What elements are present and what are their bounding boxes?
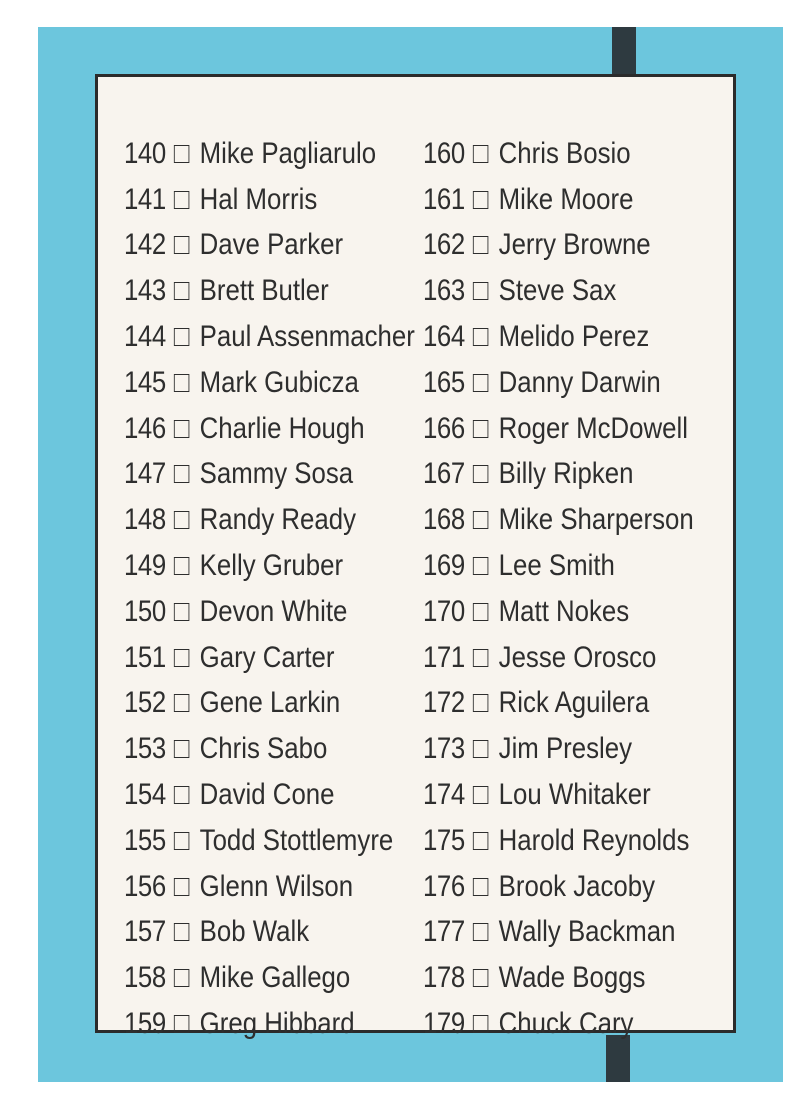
checklist-item — [124, 864, 415, 910]
checkbox-icon[interactable] — [473, 374, 488, 392]
card-number: 152 — [124, 686, 166, 720]
player-name: Harold Reynolds — [498, 823, 690, 857]
checklist-item — [423, 131, 694, 177]
card-number: 164 — [423, 320, 465, 354]
checkbox-icon[interactable] — [473, 236, 488, 254]
player-name: Mike Sharperson — [498, 503, 694, 537]
top-stripe — [612, 27, 636, 77]
player-name: Chuck Cary — [498, 1007, 634, 1041]
checkbox-icon[interactable] — [174, 923, 189, 941]
card-number: 170 — [423, 594, 465, 628]
card-number: 159 — [124, 1007, 166, 1041]
checkbox-icon[interactable] — [174, 969, 189, 987]
checklist-item — [423, 955, 694, 1001]
player-name: Glenn Wilson — [199, 869, 354, 903]
player-name: Chris Sabo — [199, 732, 328, 766]
checkbox-icon[interactable] — [473, 923, 488, 941]
checklist-item — [423, 910, 694, 956]
checkbox-icon[interactable] — [473, 191, 488, 209]
player-name: Melido Perez — [498, 320, 650, 354]
player-name: Randy Ready — [199, 503, 357, 537]
player-name: Gene Larkin — [199, 686, 341, 720]
checkbox-icon[interactable] — [174, 694, 189, 712]
checklist-item — [423, 452, 694, 498]
checklist-item — [423, 314, 694, 360]
checkbox-icon[interactable] — [473, 511, 488, 529]
checkbox-icon[interactable] — [174, 557, 189, 575]
checklist-item — [124, 360, 415, 406]
card-number: 175 — [423, 823, 465, 857]
checklist-item — [124, 223, 415, 269]
card-number: 146 — [124, 411, 166, 445]
checklist-item — [423, 177, 694, 223]
card-number: 171 — [423, 640, 465, 674]
card-number: 166 — [423, 411, 465, 445]
card-number: 144 — [124, 320, 166, 354]
checkbox-icon[interactable] — [174, 740, 189, 758]
card-number: 143 — [124, 274, 166, 308]
card-number: 149 — [124, 549, 166, 583]
checklist-item — [124, 131, 415, 177]
card-number: 161 — [423, 182, 465, 216]
checkbox-icon[interactable] — [473, 832, 488, 850]
checkbox-icon[interactable] — [473, 969, 488, 987]
checklist-column-right — [423, 131, 738, 1047]
checklist-item — [124, 955, 415, 1001]
checkbox-icon[interactable] — [174, 465, 189, 483]
player-name: Charlie Hough — [199, 411, 365, 445]
player-name: Mike Moore — [498, 182, 634, 216]
player-name: Roger McDowell — [498, 411, 688, 445]
checkbox-icon[interactable] — [473, 740, 488, 758]
checklist-card — [38, 27, 783, 1082]
checkbox-icon[interactable] — [174, 374, 189, 392]
checklist-item — [423, 223, 694, 269]
checklist-panel — [95, 74, 736, 1041]
player-name: Jesse Orosco — [498, 640, 657, 674]
checklist-item — [423, 589, 694, 635]
checklist-item — [423, 268, 694, 314]
card-number: 167 — [423, 457, 465, 491]
card-number: 176 — [423, 869, 465, 903]
checkbox-icon[interactable] — [174, 420, 189, 438]
card-number: 148 — [124, 503, 166, 537]
checkbox-icon[interactable] — [473, 1015, 488, 1033]
checkbox-icon[interactable] — [473, 649, 488, 667]
checklist-item — [423, 681, 694, 727]
checkbox-icon[interactable] — [174, 191, 189, 209]
card-number: 150 — [124, 594, 166, 628]
checklist-item — [423, 360, 694, 406]
player-name: Devon White — [199, 594, 348, 628]
checkbox-icon[interactable] — [473, 145, 488, 163]
player-name: Billy Ripken — [498, 457, 634, 491]
checklist-item — [124, 177, 415, 223]
player-name: Bob Walk — [199, 915, 310, 949]
card-number: 141 — [124, 182, 166, 216]
checkbox-icon[interactable] — [473, 328, 488, 346]
player-name: Lou Whitaker — [498, 778, 651, 812]
player-name: Rick Aguilera — [498, 686, 650, 720]
card-number: 174 — [423, 778, 465, 812]
player-name: David Cone — [199, 778, 335, 812]
player-name: Todd Stottlemyre — [199, 823, 394, 857]
checkbox-icon[interactable] — [174, 1015, 189, 1033]
checklist-item — [423, 726, 694, 772]
checklist-item — [124, 1001, 415, 1047]
checkbox-icon[interactable] — [174, 786, 189, 804]
player-name: Wally Backman — [498, 915, 676, 949]
player-name: Greg Hibbard — [199, 1007, 355, 1041]
checklist-item — [124, 497, 415, 543]
card-number: 145 — [124, 365, 166, 399]
card-number: 151 — [124, 640, 166, 674]
card-number: 169 — [423, 549, 465, 583]
card-number: 177 — [423, 915, 465, 949]
card-number: 147 — [124, 457, 166, 491]
checklist-item — [423, 1001, 694, 1047]
checkbox-icon[interactable] — [473, 694, 488, 712]
checklist-item — [124, 681, 415, 727]
player-name: Brett Butler — [199, 274, 329, 308]
player-name: Wade Boggs — [498, 961, 646, 995]
checklist-item — [124, 314, 415, 360]
checkbox-icon[interactable] — [174, 878, 189, 896]
player-name: Paul Assenmacher — [199, 320, 415, 354]
card-number: 163 — [423, 274, 465, 308]
player-name: Dave Parker — [199, 228, 344, 262]
checkbox-icon[interactable] — [174, 511, 189, 529]
player-name: Steve Sax — [498, 274, 617, 308]
card-number: 158 — [124, 961, 166, 995]
card-number: 160 — [423, 136, 465, 170]
card-number: 172 — [423, 686, 465, 720]
card-number: 162 — [423, 228, 465, 262]
card-number: 153 — [124, 732, 166, 766]
checkbox-icon[interactable] — [174, 603, 189, 621]
checkbox-icon[interactable] — [174, 145, 189, 163]
card-number: 140 — [124, 136, 166, 170]
checklist-item — [124, 818, 415, 864]
checklist-item — [124, 452, 415, 498]
card-number: 154 — [124, 778, 166, 812]
checkbox-icon[interactable] — [174, 282, 189, 300]
checklist-item — [124, 635, 415, 681]
checkbox-icon[interactable] — [473, 420, 488, 438]
player-name: Mike Gallego — [199, 961, 351, 995]
checklist-item — [423, 497, 694, 543]
player-name: Mark Gubicza — [199, 365, 359, 399]
player-name: Kelly Gruber — [199, 549, 344, 583]
checkbox-icon[interactable] — [174, 236, 189, 254]
player-name: Danny Darwin — [498, 365, 661, 399]
checklist-item — [124, 726, 415, 772]
checkbox-icon[interactable] — [473, 878, 488, 896]
checkbox-icon[interactable] — [473, 786, 488, 804]
player-name: Brook Jacoby — [498, 869, 655, 903]
checklist-item — [423, 406, 694, 452]
player-name: Matt Nokes — [498, 594, 630, 628]
checklist-item — [124, 543, 415, 589]
checkbox-icon[interactable] — [473, 603, 488, 621]
checklist-item — [423, 818, 694, 864]
player-name: Mike Pagliarulo — [199, 136, 377, 170]
checklist-item — [423, 864, 694, 910]
player-name: Chris Bosio — [498, 136, 631, 170]
checklist-item — [124, 910, 415, 956]
card-number: 155 — [124, 823, 166, 857]
player-name: Jim Presley — [498, 732, 633, 766]
checkbox-icon[interactable] — [174, 649, 189, 667]
card-number: 179 — [423, 1007, 465, 1041]
card-number: 165 — [423, 365, 465, 399]
card-number: 178 — [423, 961, 465, 995]
checkbox-icon[interactable] — [174, 832, 189, 850]
checklist-item — [423, 543, 694, 589]
player-name: Gary Carter — [199, 640, 335, 674]
player-name: Lee Smith — [498, 549, 615, 583]
card-number: 168 — [423, 503, 465, 537]
player-name: Hal Morris — [199, 182, 318, 216]
checkbox-icon[interactable] — [473, 282, 488, 300]
card-number: 173 — [423, 732, 465, 766]
checklist-item — [423, 635, 694, 681]
card-number: 142 — [124, 228, 166, 262]
checklist-item — [423, 772, 694, 818]
player-name: Sammy Sosa — [199, 457, 354, 491]
checklist-item — [124, 406, 415, 452]
checklist-item — [124, 268, 415, 314]
checkbox-icon[interactable] — [473, 465, 488, 483]
card-number: 157 — [124, 915, 166, 949]
player-name: Jerry Browne — [498, 228, 651, 262]
card-number: 156 — [124, 869, 166, 903]
checklist-item — [124, 589, 415, 635]
checklist-item — [124, 772, 415, 818]
checkbox-icon[interactable] — [174, 328, 189, 346]
checklist-column-left — [124, 131, 462, 1047]
checkbox-icon[interactable] — [473, 557, 488, 575]
